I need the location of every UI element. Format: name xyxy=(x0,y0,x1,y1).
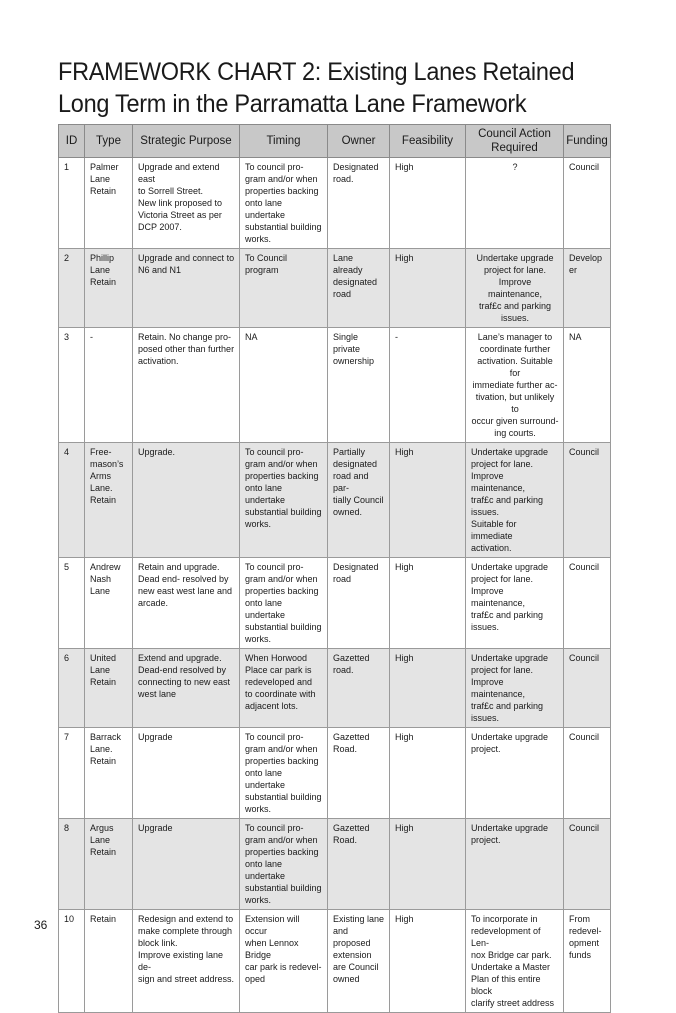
header-strategic-purpose: Strategic Purpose xyxy=(133,125,240,158)
cell-feasibility: High xyxy=(390,249,466,328)
cell-id: 10 xyxy=(59,910,85,1013)
cell-council-action: To incorporate in redevelopment of Len- nox Bridge car park. Undertake a Master Plan of this entire block clarify street address xyxy=(466,910,564,1013)
cell-id: 2 xyxy=(59,249,85,328)
table-row xyxy=(59,728,611,819)
cell-type: Argus Lane Retain xyxy=(85,819,133,910)
cell-council-action: Undertake upgrade project for lane. Improve maintenance, traf£c and parking issues. xyxy=(466,649,564,728)
cell-funding: Council xyxy=(564,443,611,558)
header-funding: Funding xyxy=(564,125,611,158)
cell-type: Barrack Lane. Retain xyxy=(85,728,133,819)
cell-strategic-purpose: Extend and upgrade. Dead-end resolved by connecting to new east west lane xyxy=(133,649,240,728)
cell-type: Phillip Lane Retain xyxy=(85,249,133,328)
table-row xyxy=(59,158,611,249)
table-row xyxy=(59,249,611,328)
cell-timing: When Horwood Place car park is redeveloped and to coordinate with adjacent lots. xyxy=(240,649,328,728)
table-row xyxy=(59,328,611,443)
cell-funding: Council xyxy=(564,819,611,910)
cell-owner: Lane already designated road xyxy=(328,249,390,328)
cell-id: 5 xyxy=(59,558,85,649)
cell-id: 6 xyxy=(59,649,85,728)
cell-feasibility: High xyxy=(390,910,466,1013)
cell-id: 4 xyxy=(59,443,85,558)
cell-id: 1 xyxy=(59,158,85,249)
page-title xyxy=(58,56,622,120)
header-council-action: Council Action Required xyxy=(466,125,564,158)
cell-id: 8 xyxy=(59,819,85,910)
page-number: 36 xyxy=(34,918,48,932)
cell-funding: Council xyxy=(564,649,611,728)
cell-timing: To council pro- gram and/or when properties backing onto lane undertake substantial building works. xyxy=(240,158,328,249)
cell-feasibility: High xyxy=(390,649,466,728)
cell-council-action: Undertake upgrade project for lane. Improve maintenance, traf£c and parking issues. xyxy=(466,558,564,649)
cell-feasibility: High xyxy=(390,158,466,249)
cell-strategic-purpose: Retain and upgrade. Dead end- resolved by new east west lane and arcade. xyxy=(133,558,240,649)
cell-council-action: Undertake upgrade project for lane. Improve maintenance, traf£c and parking issues. Suitable for immediate activation. xyxy=(466,443,564,558)
cell-owner: Gazetted Road. xyxy=(328,728,390,819)
cell-timing: To Council program xyxy=(240,249,328,328)
page-title-line-2: Long Term in the Parramatta Lane Framework xyxy=(58,90,527,118)
cell-type: Retain xyxy=(85,910,133,1013)
cell-council-action: Lane’s manager to coordinate further activation. Suitable for immediate further ac- tivation, but unlikely to occur given surround- ing courts. xyxy=(466,328,564,443)
cell-owner: Existing lane and proposed extension are Council owned xyxy=(328,910,390,1013)
cell-funding: Council xyxy=(564,558,611,649)
cell-timing: Extension will occur when Lennox Bridge car park is redevel- oped xyxy=(240,910,328,1013)
table-row xyxy=(59,910,611,1013)
cell-owner: Designated road. xyxy=(328,158,390,249)
cell-id: 7 xyxy=(59,728,85,819)
header-feasibility: Feasibility xyxy=(390,125,466,158)
header-id: ID xyxy=(59,125,85,158)
page-title-line-1: FRAMEWORK CHART 2: Existing Lanes Retained xyxy=(58,58,575,86)
cell-funding: Developer xyxy=(564,249,611,328)
cell-feasibility: High xyxy=(390,443,466,558)
table-row xyxy=(59,443,611,558)
cell-type: Palmer Lane Retain xyxy=(85,158,133,249)
cell-funding: From redevel- opment funds xyxy=(564,910,611,1013)
cell-owner: Gazetted road. xyxy=(328,649,390,728)
cell-funding: Council xyxy=(564,158,611,249)
framework-chart-table xyxy=(58,124,611,1013)
cell-funding: Council xyxy=(564,728,611,819)
cell-owner: Single private ownership xyxy=(328,328,390,443)
cell-council-action: Undertake upgrade project. xyxy=(466,728,564,819)
cell-council-action: Undertake upgrade project for lane. Improve maintenance, traf£c and parking issues. xyxy=(466,249,564,328)
cell-feasibility: High xyxy=(390,558,466,649)
table-row xyxy=(59,819,611,910)
cell-timing: To council pro- gram and/or when properties backing onto lane undertake substantial building works. xyxy=(240,558,328,649)
cell-type: Andrew Nash Lane xyxy=(85,558,133,649)
cell-timing: NA xyxy=(240,328,328,443)
cell-timing: To council pro- gram and/or when properties backing onto lane undertake substantial building works. xyxy=(240,819,328,910)
cell-timing: To council pro- gram and/or when properties backing onto lane undertake substantial building works. xyxy=(240,728,328,819)
table-row xyxy=(59,558,611,649)
table-header-row xyxy=(59,125,611,158)
cell-feasibility: High xyxy=(390,819,466,910)
cell-feasibility: High xyxy=(390,728,466,819)
header-owner: Owner xyxy=(328,125,390,158)
cell-council-action: ? xyxy=(466,158,564,249)
cell-type: United Lane Retain xyxy=(85,649,133,728)
cell-strategic-purpose: Upgrade. xyxy=(133,443,240,558)
cell-owner: Gazetted Road. xyxy=(328,819,390,910)
cell-type: - xyxy=(85,328,133,443)
cell-funding: NA xyxy=(564,328,611,443)
cell-strategic-purpose: Upgrade xyxy=(133,819,240,910)
header-timing: Timing xyxy=(240,125,328,158)
header-type: Type xyxy=(85,125,133,158)
cell-strategic-purpose: Redesign and extend to make complete through block link. Improve existing lane de- sign and street address. xyxy=(133,910,240,1013)
cell-strategic-purpose: Upgrade xyxy=(133,728,240,819)
cell-timing: To council pro- gram and/or when properties backing onto lane undertake substantial building works. xyxy=(240,443,328,558)
cell-strategic-purpose: Upgrade and connect to N6 and N1 xyxy=(133,249,240,328)
cell-strategic-purpose: Upgrade and extend east to Sorrell Street. New link proposed to Victoria Street as per DCP 2007. xyxy=(133,158,240,249)
cell-feasibility: - xyxy=(390,328,466,443)
cell-type: Free- mason’s Arms Lane. Retain xyxy=(85,443,133,558)
cell-id: 3 xyxy=(59,328,85,443)
cell-strategic-purpose: Retain. No change pro- posed other than further activation. xyxy=(133,328,240,443)
cell-council-action: Undertake upgrade project. xyxy=(466,819,564,910)
cell-owner: Partially designated road and par- tially Council owned. xyxy=(328,443,390,558)
table-row xyxy=(59,649,611,728)
cell-owner: Designated road xyxy=(328,558,390,649)
